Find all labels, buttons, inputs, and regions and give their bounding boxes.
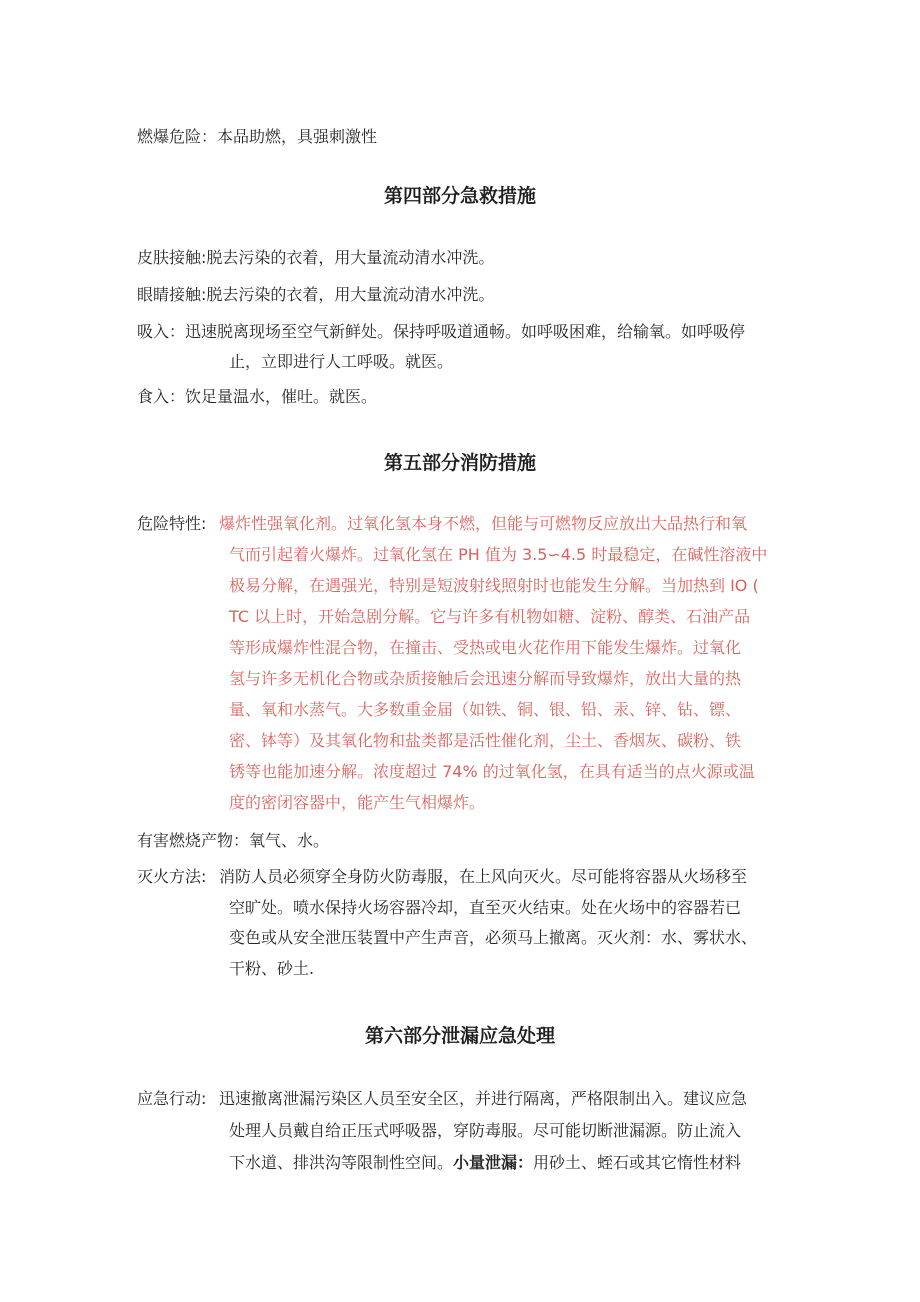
text-line: 度的密闭容器中，能产生气相爆炸。 [229, 793, 486, 812]
eye-contact-line [137, 285, 494, 305]
field-label: 有害燃烧产物： [137, 831, 250, 850]
small-leak-label: 小量泄漏： [453, 1153, 534, 1172]
text-line: 气而引起着火爆炸。过氧化氢在 PH 值为 3.5∽4.5 时最稳定，在碱性溶液中 [229, 545, 768, 564]
emergency-text: 下水道、排洪沟等限制性空间。 [229, 1153, 454, 1172]
inhalation-continuation: 止，立即进行人工呼吸。就医。 [229, 352, 454, 371]
section-heading-first-aid: 第四部分急救措施 [383, 185, 536, 207]
field-value: 本品助燃，具强刺激性 [217, 127, 378, 146]
emergency-action-line-3 [229, 1153, 741, 1173]
field-value: 脱去污染的衣着，用大量流动清水冲洗。 [206, 248, 495, 267]
text-line: TC 以上时，开始急剧分解。它与许多有机物如糖、淀粉、醇类、石油产品 [229, 607, 751, 626]
skin-contact-line [137, 248, 494, 268]
text-line: 干粉、砂土. [229, 958, 315, 978]
field-label: 食入： [137, 387, 186, 406]
emergency-action-label: 应急行动: [137, 1089, 207, 1108]
text-line: 极易分解，在遇强光，特别是短波射线照射时也能发生分解。当加热到 IO ( [229, 576, 759, 595]
text-line: 消防人员必须穿全身防火防毒服，在上风向灭火。尽可能将容器从火场移至 [219, 867, 748, 886]
text-line: 处理人员戴自给正压式呼吸器，穿防毒服。尽可能切断泄漏源。防止流入 [229, 1121, 742, 1140]
text-line: 变色或从安全泄压装置中产生声音，必须马上撤离。灭火剂：水、雾状水、 [229, 928, 758, 947]
text-line: 量、氧和水蒸气。大多数重金届（如铁、铜、银、铅、汞、锌、钻、镖、 [229, 700, 742, 719]
fire-explosion-hazard-line [137, 127, 377, 147]
hazard-characteristics-label: 危险特性: [137, 514, 207, 533]
text-line: 氢与许多无机化合物或杂质接触后会迅速分解而导致爆炸，放出大量的热 [229, 669, 742, 688]
field-value: 脱去污染的衣着，用大量流动清水冲洗。 [206, 285, 495, 304]
field-value: 氧气、水。 [249, 831, 330, 850]
section-heading-leak-response: 第六部分泄漏应急处理 [364, 1025, 555, 1047]
field-value: 饮足量温水，催吐。就医。 [185, 387, 378, 406]
ingestion-line [137, 387, 377, 407]
section-heading-fire-fighting: 第五部分消防措施 [383, 452, 536, 474]
text-line: 迅速撤离泄漏污染区人员至安全区，并进行隔离，严格限制出入。建议应急 [219, 1089, 748, 1108]
field-label: 吸入： [137, 322, 186, 341]
inhalation-line [137, 322, 745, 342]
text-line: 等形成爆炸性混合物，在撞击、受热或电火花作用下能发生爆炸。过氧化 [229, 638, 742, 657]
text-line: 锈等也能加速分解。浓度超过 74% 的过氧化氢，在具有适当的点火源或温 [229, 762, 755, 781]
combustion-products-line [137, 831, 329, 851]
field-value: 迅速脱离现场至空气新鲜处。保持呼吸道通畅。如呼吸困难，给输氧。如呼吸停 [185, 322, 746, 341]
field-label: 眼睛接触: [137, 285, 207, 304]
text-line: 空旷处。喷水保持火场容器冷却，直至灭火结束。处在火场中的容器若已 [229, 897, 742, 917]
emergency-text: 用砂土、蛭石或其它惰性材料 [533, 1153, 742, 1172]
text-line: 密、钵等）及其氧化物和盐类都是活性催化剂，尘土、香烟灰、碳粉、铁 [229, 731, 742, 750]
extinguishing-method-label: 灭火方法: [137, 867, 207, 886]
field-label: 皮肤接触: [137, 248, 207, 267]
field-label: 燃爆危险： [137, 127, 218, 146]
text-line: 爆炸性强氧化剂。过氧化氢本身不燃，但能与可燃物反应放出大品热行和氧 [219, 514, 748, 533]
